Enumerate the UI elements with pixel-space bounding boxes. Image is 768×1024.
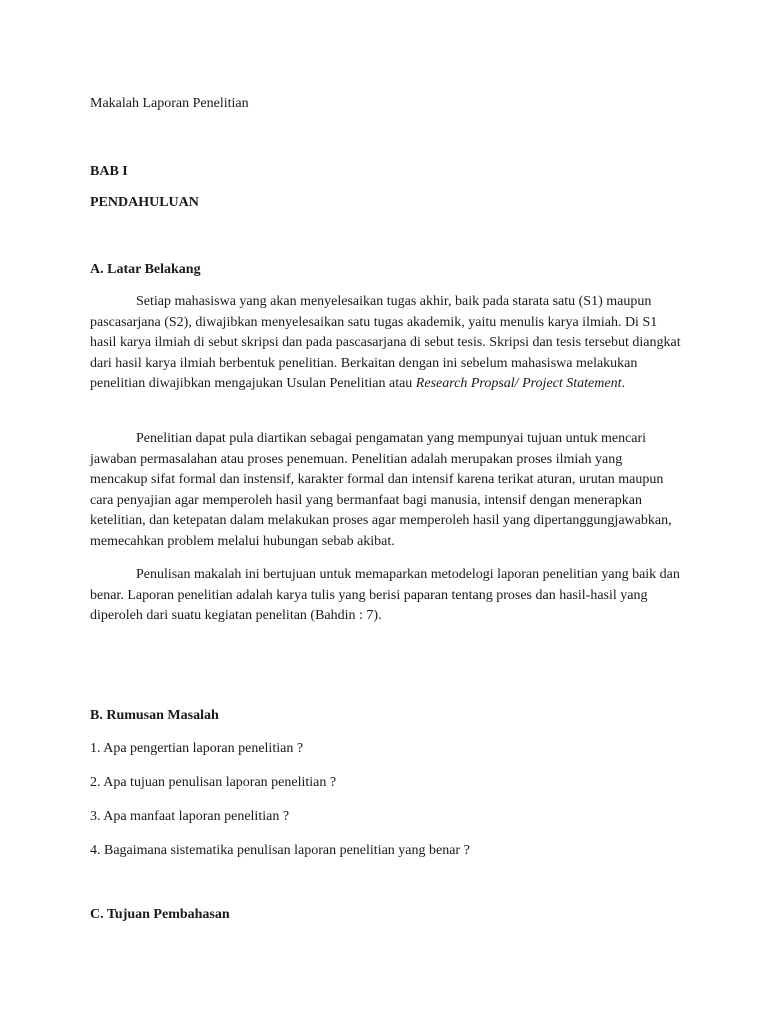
section-c-heading: C. Tujuan Pembahasan bbox=[90, 907, 230, 922]
list-item: 2. Apa tujuan penulisan laporan penelitian ? bbox=[90, 775, 337, 790]
section-a-heading: A. Latar Belakang bbox=[90, 262, 201, 277]
paragraph-1-text: Setiap mahasiswa yang akan menyelesaikan tugas akhir, baik pada starata satu (S1) maupun pascasarjana (S2), diwajibkan menyelesaikan satu tugas akademik, yaitu menulis karya ilmiah. Di S1 hasil karya ilmiah di sebut skripsi dan pada pascasarjana di sebut tesis. Skripsi dan tesis tersebut diangkat dari hasil karya ilmiah berbentuk penelitian. Berkaitan dengan ini sebelum mahasiswa melakukan penelitian diwajibkan mengajukan Usulan Penelitian atau bbox=[90, 294, 681, 391]
document-title: Makalah Laporan Penelitian bbox=[90, 96, 249, 111]
paragraph-2: Penelitian dapat pula diartikan sebagai pengamatan yang mempunyai tujuan untuk mencari jawaban permasalahan atau proses penemuan. Penelitian adalah merupakan proses ilmiah yang mencakup sifat formal dan instensif, karakter formal dan intensif karena terikat aturan, urutan maupun cara penyajian agar memperoleh hasil yang bermanfaat bagi manusia, intensif dengan menerapkan ketelitian, dan ketepatan dalam melakukan proses agar memperoleh hasil yang dipertanggungjawabkan, memecahkan problem melalui hubungan sebab akibat. bbox=[90, 431, 672, 549]
paragraph-1-end: . bbox=[621, 376, 625, 391]
chapter-title: PENDAHULUAN bbox=[90, 195, 199, 210]
paragraph-1 bbox=[90, 292, 682, 395]
list-item: 1. Apa pengertian laporan penelitian ? bbox=[90, 741, 304, 756]
list-item: 3. Apa manfaat laporan penelitian ? bbox=[90, 809, 290, 824]
list-item: 4. Bagaimana sistematika penulisan laporan penelitian yang benar ? bbox=[90, 843, 470, 858]
problem-list bbox=[90, 740, 470, 876]
paragraph-1-italic: Research Propsal/ Project Statement bbox=[415, 376, 622, 391]
section-b-heading: B. Rumusan Masalah bbox=[90, 708, 219, 723]
chapter-number: BAB I bbox=[90, 164, 128, 179]
paragraph-3: Penulisan makalah ini bertujuan untuk memaparkan metodelogi laporan penelitian yang baik dan benar. Laporan penelitian adalah karya tulis yang berisi paparan tentang proses dan hasil-hasil yang diperoleh dari suatu kegiatan penelitan (Bahdin : 7). bbox=[90, 567, 680, 623]
